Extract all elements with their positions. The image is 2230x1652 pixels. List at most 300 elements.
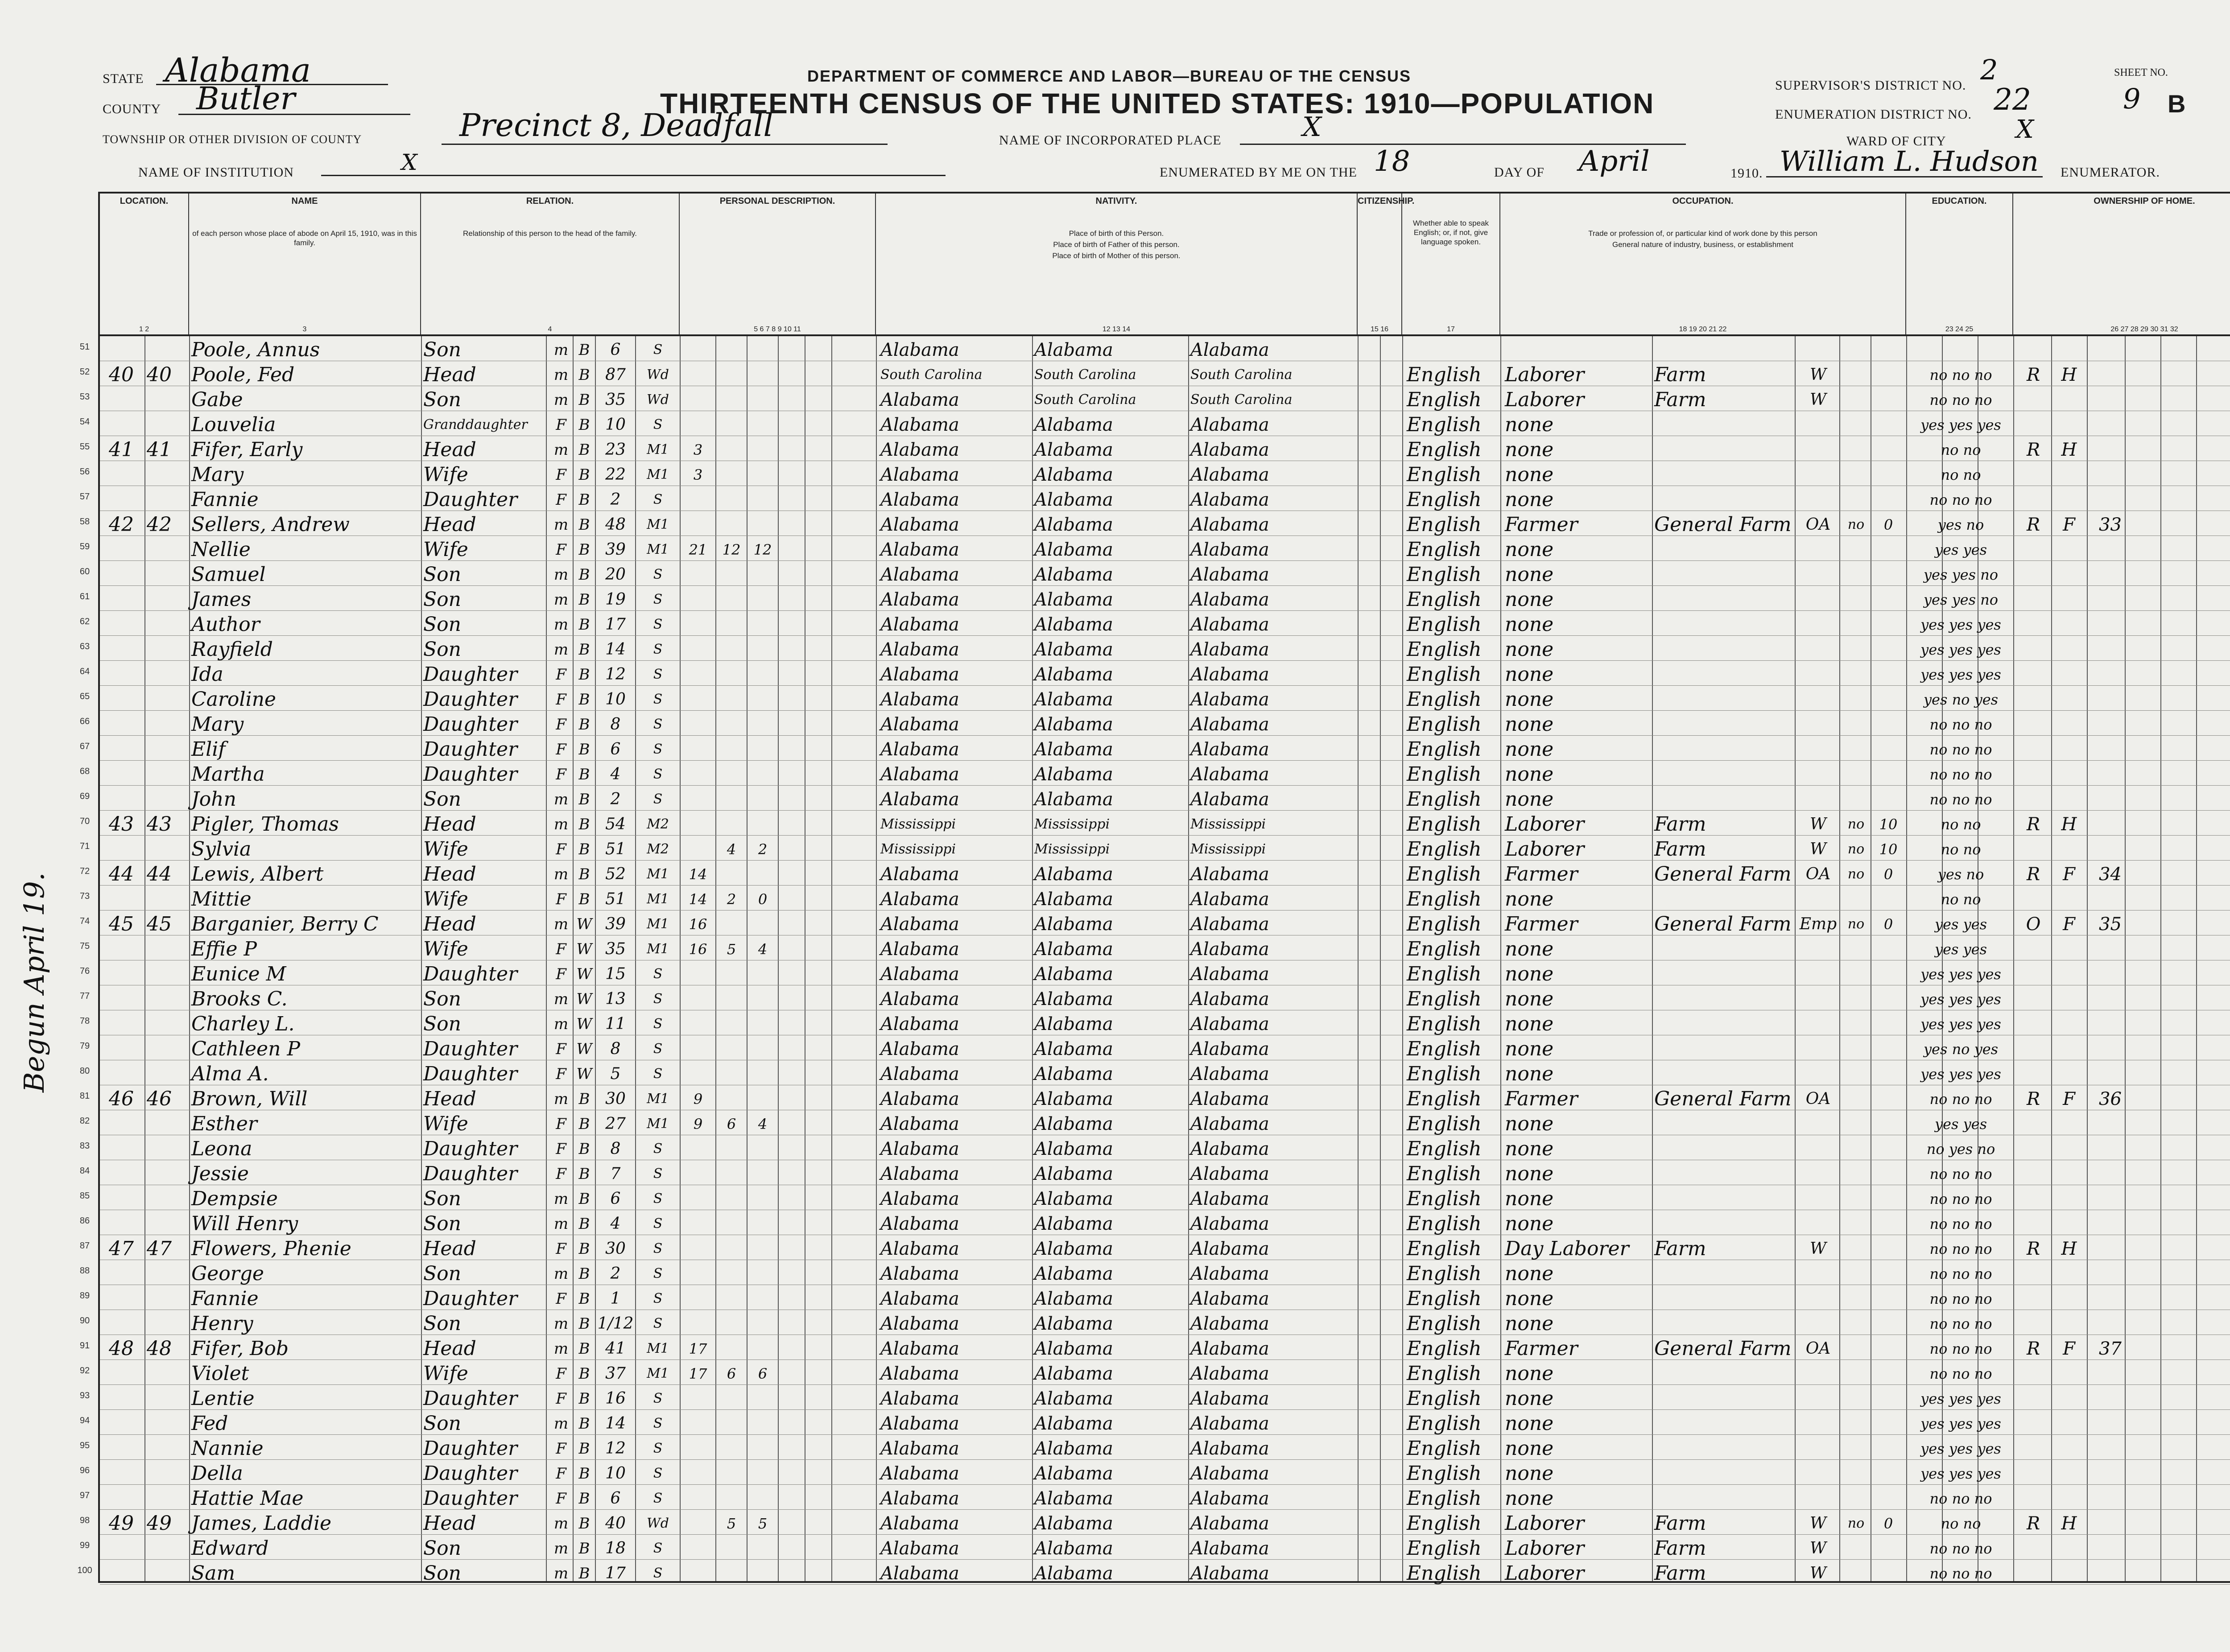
- cell-f: 45: [147, 913, 172, 935]
- cell-bp: Alabama: [880, 789, 959, 810]
- cell-ym: [681, 836, 715, 861]
- census-row: [100, 861, 2230, 886]
- cell-race: B: [578, 1290, 590, 1308]
- cell-own: [2018, 1060, 2049, 1085]
- cell-f: [147, 1485, 178, 1510]
- cell-emp: [1797, 711, 1839, 736]
- cell-edu: no no no: [1929, 716, 1992, 733]
- cell-occ: none: [1505, 763, 1554, 786]
- cell-farm: [2087, 661, 2134, 686]
- cell-ym: [681, 1035, 715, 1060]
- cell-farm: [2087, 486, 2134, 511]
- cell-mb: [716, 1285, 747, 1310]
- cell-unemp: no: [1847, 866, 1865, 882]
- cell-unemp: [1842, 686, 1871, 711]
- cell-f: [147, 1110, 178, 1135]
- cell-wks: [1873, 761, 1904, 786]
- cell-d: [109, 960, 140, 985]
- cell-occ: [1505, 336, 1652, 361]
- cell-ym: 9: [693, 1116, 703, 1133]
- cell-occ: none: [1505, 1112, 1554, 1135]
- cell-f: [147, 1285, 178, 1310]
- cell-unemp: [1842, 586, 1871, 611]
- cell-ml: [747, 1310, 778, 1335]
- cell-own: [2018, 1410, 2049, 1435]
- cell-eng: English: [1407, 413, 1482, 436]
- cell-unemp: [1842, 886, 1871, 910]
- cell-ms: M1: [647, 891, 669, 907]
- cell-mbp: Alabama: [1190, 639, 1269, 660]
- cell-rel: Daughter: [423, 1162, 518, 1185]
- column-headings: [98, 192, 2230, 334]
- column-description: General nature of industry, business, or establishment: [1612, 240, 1793, 249]
- cell-mb: [716, 1310, 747, 1335]
- cell-ym: [681, 960, 715, 985]
- cell-own: [2018, 1210, 2049, 1235]
- cell-name: Mary: [191, 463, 244, 486]
- cell-farm: [2087, 361, 2134, 386]
- cell-own: [2018, 1260, 2049, 1285]
- cell-unemp: no: [1847, 841, 1865, 857]
- cell-farm: [2087, 1560, 2134, 1585]
- census-row: [100, 661, 2230, 686]
- cell-sex: m: [553, 391, 569, 409]
- cell-ind: [1654, 586, 1795, 611]
- cell-race: B: [578, 691, 590, 709]
- cell-fbp: Alabama: [1034, 1488, 1113, 1509]
- margin-note-left: Begun April 19.: [18, 872, 50, 1092]
- cell-ym: 9: [693, 1091, 703, 1108]
- cell-wks: [1873, 461, 1904, 486]
- cell-ind: General Farm: [1654, 1088, 1792, 1110]
- cell-own: [2018, 411, 2049, 436]
- cell-name: Louvelia: [191, 413, 276, 436]
- cell-farm: [2087, 1010, 2134, 1035]
- cell-ms: M2: [647, 841, 669, 857]
- cell-wks: [1873, 1335, 1904, 1360]
- cell-name: Della: [191, 1462, 243, 1485]
- cell-mbp: Alabama: [1190, 714, 1269, 735]
- cell-bp: Alabama: [880, 1438, 959, 1459]
- cell-occ: Farmer: [1505, 863, 1578, 886]
- cell-d: [109, 1185, 140, 1210]
- cell-name: Leona: [191, 1137, 252, 1160]
- cell-occ: none: [1505, 538, 1554, 561]
- cell-own: [2018, 1135, 2049, 1160]
- cell-edu: no no no: [1929, 766, 1992, 783]
- cell-rel: Wife: [423, 538, 468, 561]
- cell-emp: [1797, 436, 1839, 461]
- cell-emp: [1797, 1360, 1839, 1385]
- cell-d: [109, 1560, 140, 1585]
- cell-wks: [1873, 536, 1904, 561]
- cell-wks: [1873, 686, 1904, 711]
- line-number: 89: [79, 1291, 90, 1301]
- cell-ms: S: [653, 1416, 663, 1431]
- line-number: 100: [77, 1565, 92, 1575]
- cell-name: Fannie: [191, 1287, 259, 1310]
- cell-occ: none: [1505, 1187, 1554, 1210]
- cell-emp: W: [1809, 366, 1826, 384]
- cell-name: Edward: [191, 1537, 269, 1560]
- cell-race: B: [578, 1140, 590, 1158]
- cell-mb: [716, 511, 747, 536]
- cell-mb: [716, 1085, 747, 1110]
- cell-d: [109, 836, 140, 861]
- cell-sex: F: [556, 1040, 566, 1058]
- line-number: 99: [79, 1541, 90, 1550]
- cell-mb: [716, 1035, 747, 1060]
- cell-sex: m: [553, 516, 569, 534]
- cell-wks: [1873, 1260, 1904, 1285]
- cell-own: R: [2026, 1239, 2040, 1259]
- cell-farm: [2087, 1510, 2134, 1535]
- cell-wks: [1873, 1560, 1904, 1585]
- cell-emp: OA: [1805, 515, 1831, 534]
- cell-fm: H: [2061, 814, 2077, 835]
- cell-farm: [2087, 1485, 2134, 1510]
- cell-farm: [2087, 886, 2134, 910]
- cell-fm: [2053, 1010, 2085, 1035]
- cell-ml: [747, 985, 778, 1010]
- cell-own: [2018, 461, 2049, 486]
- cell-bp: Alabama: [880, 1513, 959, 1534]
- cell-bp: Alabama: [880, 1413, 959, 1434]
- cell-f: [147, 1360, 178, 1385]
- cell-ms: S: [653, 617, 663, 632]
- cell-ml: [747, 1410, 778, 1435]
- cell-ind: [1654, 436, 1795, 461]
- cell-ym: [681, 1410, 715, 1435]
- cell-ym: [681, 1560, 715, 1585]
- cell-mbp: South Carolina: [1190, 392, 1293, 408]
- cell-own: [2018, 586, 2049, 611]
- cell-fbp: Alabama: [1034, 340, 1113, 360]
- cell-sex: m: [553, 1515, 569, 1533]
- cell-ms: S: [653, 1016, 663, 1032]
- cell-ml: [747, 1285, 778, 1310]
- cell-fm: [2053, 1560, 2085, 1585]
- line-number: 62: [79, 617, 90, 626]
- cell-mbp: Alabama: [1190, 1463, 1269, 1484]
- cell-wks: 0: [1883, 866, 1893, 883]
- cell-fm: H: [2061, 1239, 2077, 1259]
- county-label: COUNTY: [103, 102, 161, 116]
- cell-occ: none: [1505, 1362, 1554, 1385]
- cell-mbp: Alabama: [1190, 515, 1269, 535]
- line-number: 85: [79, 1191, 90, 1201]
- cell-ms: S: [653, 592, 663, 607]
- cell-mbp: Mississippi: [1190, 816, 1266, 832]
- line-number: 55: [79, 442, 90, 452]
- cell-rel: Daughter: [423, 763, 518, 786]
- cell-unemp: [1842, 711, 1871, 736]
- cell-d: [109, 386, 140, 411]
- cell-occ: none: [1505, 563, 1554, 586]
- cell-f: [147, 336, 178, 361]
- line-number: 83: [79, 1141, 90, 1151]
- cell-wks: 10: [1879, 816, 1898, 833]
- cell-age: 87: [605, 366, 626, 384]
- cell-mbp: Alabama: [1190, 1214, 1269, 1234]
- census-row: [100, 561, 2230, 586]
- cell-ind: [1654, 786, 1795, 811]
- cell-f: [147, 886, 178, 910]
- cell-eng: English: [1407, 913, 1482, 935]
- township-value: Precinct 8, Deadfall: [459, 107, 773, 144]
- cell-ind: Farm: [1654, 388, 1706, 411]
- cell-edu: yes no yes: [1923, 1041, 1999, 1058]
- cell-own: R: [2026, 365, 2040, 385]
- cell-f: [147, 1560, 178, 1585]
- census-row: [100, 1135, 2230, 1160]
- cell-bp: Alabama: [880, 540, 959, 560]
- cell-ml: [747, 1485, 778, 1510]
- census-row: [100, 1010, 2230, 1035]
- cell-fbp: Alabama: [1034, 1314, 1113, 1334]
- cell-wks: [1873, 386, 1904, 411]
- cell-name: Sellers, Andrew: [191, 513, 350, 536]
- cell-fm: [2053, 935, 2085, 960]
- column-numbers: 18 19 20 21 22: [1679, 325, 1727, 333]
- cell-d: [109, 1360, 140, 1385]
- cell-emp: OA: [1805, 1090, 1831, 1108]
- cell-mb: [716, 411, 747, 436]
- cell-edu: no no no: [1929, 1565, 1992, 1582]
- cell-mb: [716, 1385, 747, 1410]
- cell-ym: [681, 1010, 715, 1035]
- cell-occ: Laborer: [1505, 363, 1585, 386]
- cell-bp: Alabama: [880, 1114, 959, 1134]
- cell-eng: English: [1407, 563, 1482, 586]
- cell-fm: [2053, 686, 2085, 711]
- cell-emp: [1797, 1010, 1839, 1035]
- cell-fbp: Mississippi: [1034, 841, 1110, 857]
- cell-mb: 4: [727, 841, 736, 858]
- cell-ms: S: [653, 966, 663, 982]
- cell-emp: [1797, 1385, 1839, 1410]
- cell-age: 17: [605, 615, 626, 634]
- cell-sex: m: [553, 341, 569, 359]
- cell-ms: S: [653, 766, 663, 782]
- cell-ml: [747, 1560, 778, 1585]
- cell-occ: none: [1505, 1487, 1554, 1510]
- cell-mbp: Alabama: [1190, 1164, 1269, 1184]
- cell-rel: Son: [423, 388, 461, 411]
- cell-f: [147, 985, 178, 1010]
- cell-ms: S: [653, 1541, 663, 1556]
- cell-eng: English: [1407, 388, 1482, 411]
- cell-name: Lentie: [191, 1387, 255, 1410]
- cell-unemp: [1842, 361, 1871, 386]
- cell-f: 48: [147, 1337, 172, 1360]
- cell-wks: [1873, 886, 1904, 910]
- cell-emp: [1797, 461, 1839, 486]
- cell-mbp: Alabama: [1190, 739, 1269, 760]
- cell-age: 52: [605, 865, 626, 883]
- cell-edu: no no: [1941, 441, 1981, 458]
- cell-ms: M1: [647, 542, 669, 557]
- cell-race: B: [578, 890, 590, 908]
- cell-wks: [1873, 1435, 1904, 1460]
- cell-ms: S: [653, 642, 663, 657]
- cell-f: [147, 1410, 178, 1435]
- county-value: Butler: [196, 80, 295, 117]
- cell-occ: Farmer: [1505, 1088, 1578, 1110]
- cell-wks: 0: [1883, 516, 1893, 533]
- cell-ym: [681, 1185, 715, 1210]
- cell-name: James, Laddie: [191, 1512, 332, 1535]
- cell-sex: F: [556, 1390, 566, 1408]
- cell-bp: Alabama: [880, 989, 959, 1009]
- cell-ms: S: [653, 1466, 663, 1481]
- census-row: [100, 1535, 2230, 1560]
- cell-bp: Alabama: [880, 515, 959, 535]
- cell-fm: [2053, 1210, 2085, 1235]
- cell-rel: Son: [423, 788, 461, 811]
- cell-mbp: Alabama: [1190, 1513, 1269, 1534]
- cell-f: [147, 1210, 178, 1235]
- cell-age: 6: [610, 341, 621, 359]
- cell-ml: [747, 1260, 778, 1285]
- line-number: 97: [79, 1491, 90, 1500]
- cell-eng: English: [1407, 963, 1482, 985]
- cell-occ: none: [1505, 1462, 1554, 1485]
- cell-age: 35: [605, 391, 626, 409]
- cell-ms: M1: [647, 442, 669, 457]
- cell-occ: none: [1505, 988, 1554, 1010]
- cell-sex: m: [553, 1015, 569, 1033]
- cell-fm: [2053, 486, 2085, 511]
- cell-occ: none: [1505, 938, 1554, 960]
- cell-edu: yes yes no: [1923, 566, 1999, 583]
- cell-sex: F: [556, 741, 566, 758]
- cell-edu: no no no: [1929, 491, 1992, 508]
- cell-ml: 2: [758, 841, 768, 858]
- cell-bp: South Carolina: [880, 367, 983, 383]
- cell-emp: [1797, 486, 1839, 511]
- census-row: [100, 1410, 2230, 1435]
- cell-sex: m: [553, 366, 569, 384]
- cell-farm: [2087, 611, 2134, 636]
- cell-eng: English: [1407, 1537, 1482, 1560]
- cell-name: Henry: [191, 1312, 253, 1335]
- cell-mb: [716, 636, 747, 661]
- cell-own: [2018, 486, 2049, 511]
- cell-farm: [2087, 1235, 2134, 1260]
- cell-age: 2: [610, 790, 621, 808]
- line-number: 68: [79, 766, 90, 776]
- cell-eng: English: [1407, 463, 1482, 486]
- cell-sex: m: [553, 1415, 569, 1433]
- cell-fm: F: [2063, 1339, 2075, 1359]
- cell-ym: [681, 1510, 715, 1535]
- cell-own: [2018, 985, 2049, 1010]
- cell-mb: [716, 1460, 747, 1485]
- cell-d: [109, 1035, 140, 1060]
- cell-d: 48: [109, 1337, 134, 1360]
- cell-ym: [681, 1435, 715, 1460]
- cell-own: [2018, 1310, 2049, 1335]
- cell-sex: F: [556, 766, 566, 783]
- cell-age: 14: [605, 640, 626, 659]
- cell-bp: Alabama: [880, 1538, 959, 1559]
- cell-edu: no no: [1941, 816, 1981, 833]
- cell-edu: yes yes yes: [1920, 641, 2001, 658]
- cell-ml: [747, 661, 778, 686]
- cell-eng: English: [1407, 1212, 1482, 1235]
- cell-f: [147, 1535, 178, 1560]
- census-row: [100, 960, 2230, 985]
- cell-unemp: [1842, 1310, 1871, 1335]
- cell-occ: none: [1505, 1437, 1554, 1460]
- cell-fm: [2053, 636, 2085, 661]
- cell-unemp: no: [1847, 816, 1865, 832]
- cell-fbp: Alabama: [1034, 714, 1113, 735]
- cell-ind: [1654, 1460, 1795, 1485]
- cell-mb: [716, 1435, 747, 1460]
- cell-race: B: [578, 1115, 590, 1133]
- cell-d: [109, 1310, 140, 1335]
- line-number: 66: [79, 717, 90, 726]
- cell-ml: [747, 1035, 778, 1060]
- cell-sex: F: [556, 1465, 566, 1483]
- cell-fbp: Alabama: [1034, 1139, 1113, 1159]
- cell-fm: [2053, 1360, 2085, 1385]
- cell-edu: yes yes yes: [1920, 991, 2001, 1008]
- cell-mb: [716, 861, 747, 886]
- cell-farm: [2087, 836, 2134, 861]
- cell-age: 17: [605, 1564, 626, 1582]
- cell-wks: [1873, 1085, 1904, 1110]
- cell-bp: Alabama: [880, 1139, 959, 1159]
- cell-ml: [747, 411, 778, 436]
- cell-eng: English: [1407, 763, 1482, 786]
- cell-fbp: Alabama: [1034, 1413, 1113, 1434]
- cell-f: [147, 586, 178, 611]
- cell-ind: Farm: [1654, 1537, 1706, 1560]
- cell-own: [2018, 711, 2049, 736]
- census-row: [100, 786, 2230, 811]
- cell-race: B: [578, 1565, 590, 1582]
- cell-edu: no no no: [1929, 367, 1992, 383]
- cell-mbp: Alabama: [1190, 964, 1269, 985]
- cell-mbp: Alabama: [1190, 889, 1269, 910]
- cell-farm: [2087, 1185, 2134, 1210]
- cell-d: [109, 1260, 140, 1285]
- cell-wks: [1873, 1285, 1904, 1310]
- cell-ms: S: [653, 1216, 663, 1232]
- column-group-label: NATIVITY.: [1095, 196, 1137, 206]
- cell-fbp: Alabama: [1034, 989, 1113, 1009]
- column-group-label: LOCATION.: [120, 196, 169, 206]
- cell-d: [109, 711, 140, 736]
- cell-bp: Alabama: [880, 1488, 959, 1509]
- cell-ms: S: [653, 717, 663, 732]
- cell-ind: [1654, 611, 1795, 636]
- cell-own: [2018, 661, 2049, 686]
- cell-edu: yes yes: [1934, 941, 1987, 958]
- ward-value: X: [2016, 115, 2034, 144]
- cell-fm: F: [2063, 1089, 2075, 1109]
- cell-d: 46: [109, 1088, 134, 1110]
- cell-ind: Farm: [1654, 363, 1706, 386]
- cell-eng: English: [1407, 538, 1482, 561]
- cell-wks: [1873, 1360, 1904, 1385]
- cell-unemp: [1842, 1160, 1871, 1185]
- cell-f: [147, 1010, 178, 1035]
- cell-d: [109, 1210, 140, 1235]
